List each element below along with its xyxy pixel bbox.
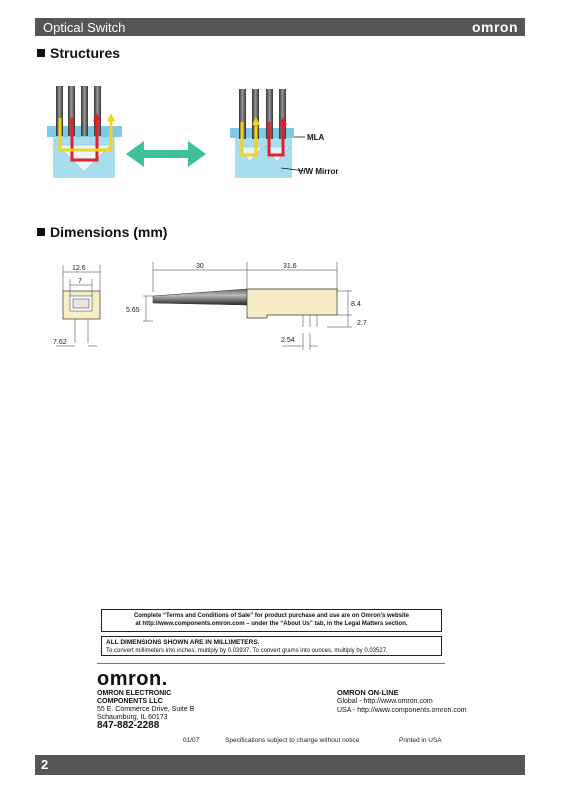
dim-pin-pitch-left: 7.62 — [53, 339, 67, 346]
fiber-cable — [153, 289, 247, 305]
mla-label: MLA — [307, 133, 325, 142]
header-title: Optical Switch — [43, 20, 126, 35]
side-view-body — [247, 289, 337, 318]
mirror-label: V/W Mirror — [298, 167, 339, 176]
units-notice-text: To convert millimeters into inches, multiply by 0.03937. To convert grams into ounces, multiply by 0.03527. — [106, 648, 388, 654]
company-name: COMPONENTS LLC — [97, 698, 163, 705]
company-phone: 847-882-2288 — [97, 720, 160, 731]
units-notice-title: ALL DIMENSIONS SHOWN ARE IN MILLIMETERS. — [106, 639, 260, 646]
section-title-structures-text: Structures — [50, 45, 121, 61]
units-notice-box — [101, 636, 442, 656]
section-title-dimensions-text: Dimensions (mm) — [50, 224, 168, 240]
terms-notice-line: at http://www.components.omron.com – under the “About Us” tab, in the Legal Matters section. — [135, 621, 408, 627]
dim-pin-pitch: 2.54 — [281, 337, 295, 344]
omron-footer-logo: omron. — [97, 668, 168, 690]
address-line: 55 E. Commerce Drive, Suite B — [97, 706, 195, 713]
page-footer-bar — [35, 755, 525, 775]
page-number: 2 — [41, 757, 49, 772]
omron-logo: omron — [471, 19, 518, 35]
dim-fiber-length: 30 — [196, 263, 204, 270]
footer-notice: Specifications subject to change without notice — [225, 737, 360, 744]
footer-printed: Printed in USA — [399, 737, 442, 744]
terms-notice-line: Complete “Terms and Conditions of Sale” for product purchase and use are on Omron’s website — [133, 613, 410, 619]
address-line: Schaumburg, IL 60173 — [97, 714, 168, 721]
dim-width-inner: 7 — [78, 278, 82, 285]
company-name: OMRON ELECTRONIC — [97, 690, 172, 697]
dim-width-outer: 12.6 — [72, 265, 86, 272]
online-info — [337, 688, 467, 715]
global-link[interactable]: Global - http://www.omron.com — [337, 698, 433, 705]
usa-link[interactable]: USA - http://www.components.omron.com — [337, 707, 467, 714]
dim-pin-length: 2.7 — [357, 320, 367, 327]
dim-body-height: 8.4 — [351, 301, 361, 308]
online-heading: OMRON ON-LINE — [337, 688, 399, 697]
dim-fiber-height: 5.65 — [126, 307, 140, 314]
footer-divider — [97, 663, 445, 664]
company-address — [97, 690, 194, 722]
connector-port — [73, 299, 89, 308]
footer-date: 01/07 — [183, 737, 200, 744]
dim-body-length: 31.6 — [283, 263, 297, 270]
terms-notice-box — [101, 609, 442, 632]
